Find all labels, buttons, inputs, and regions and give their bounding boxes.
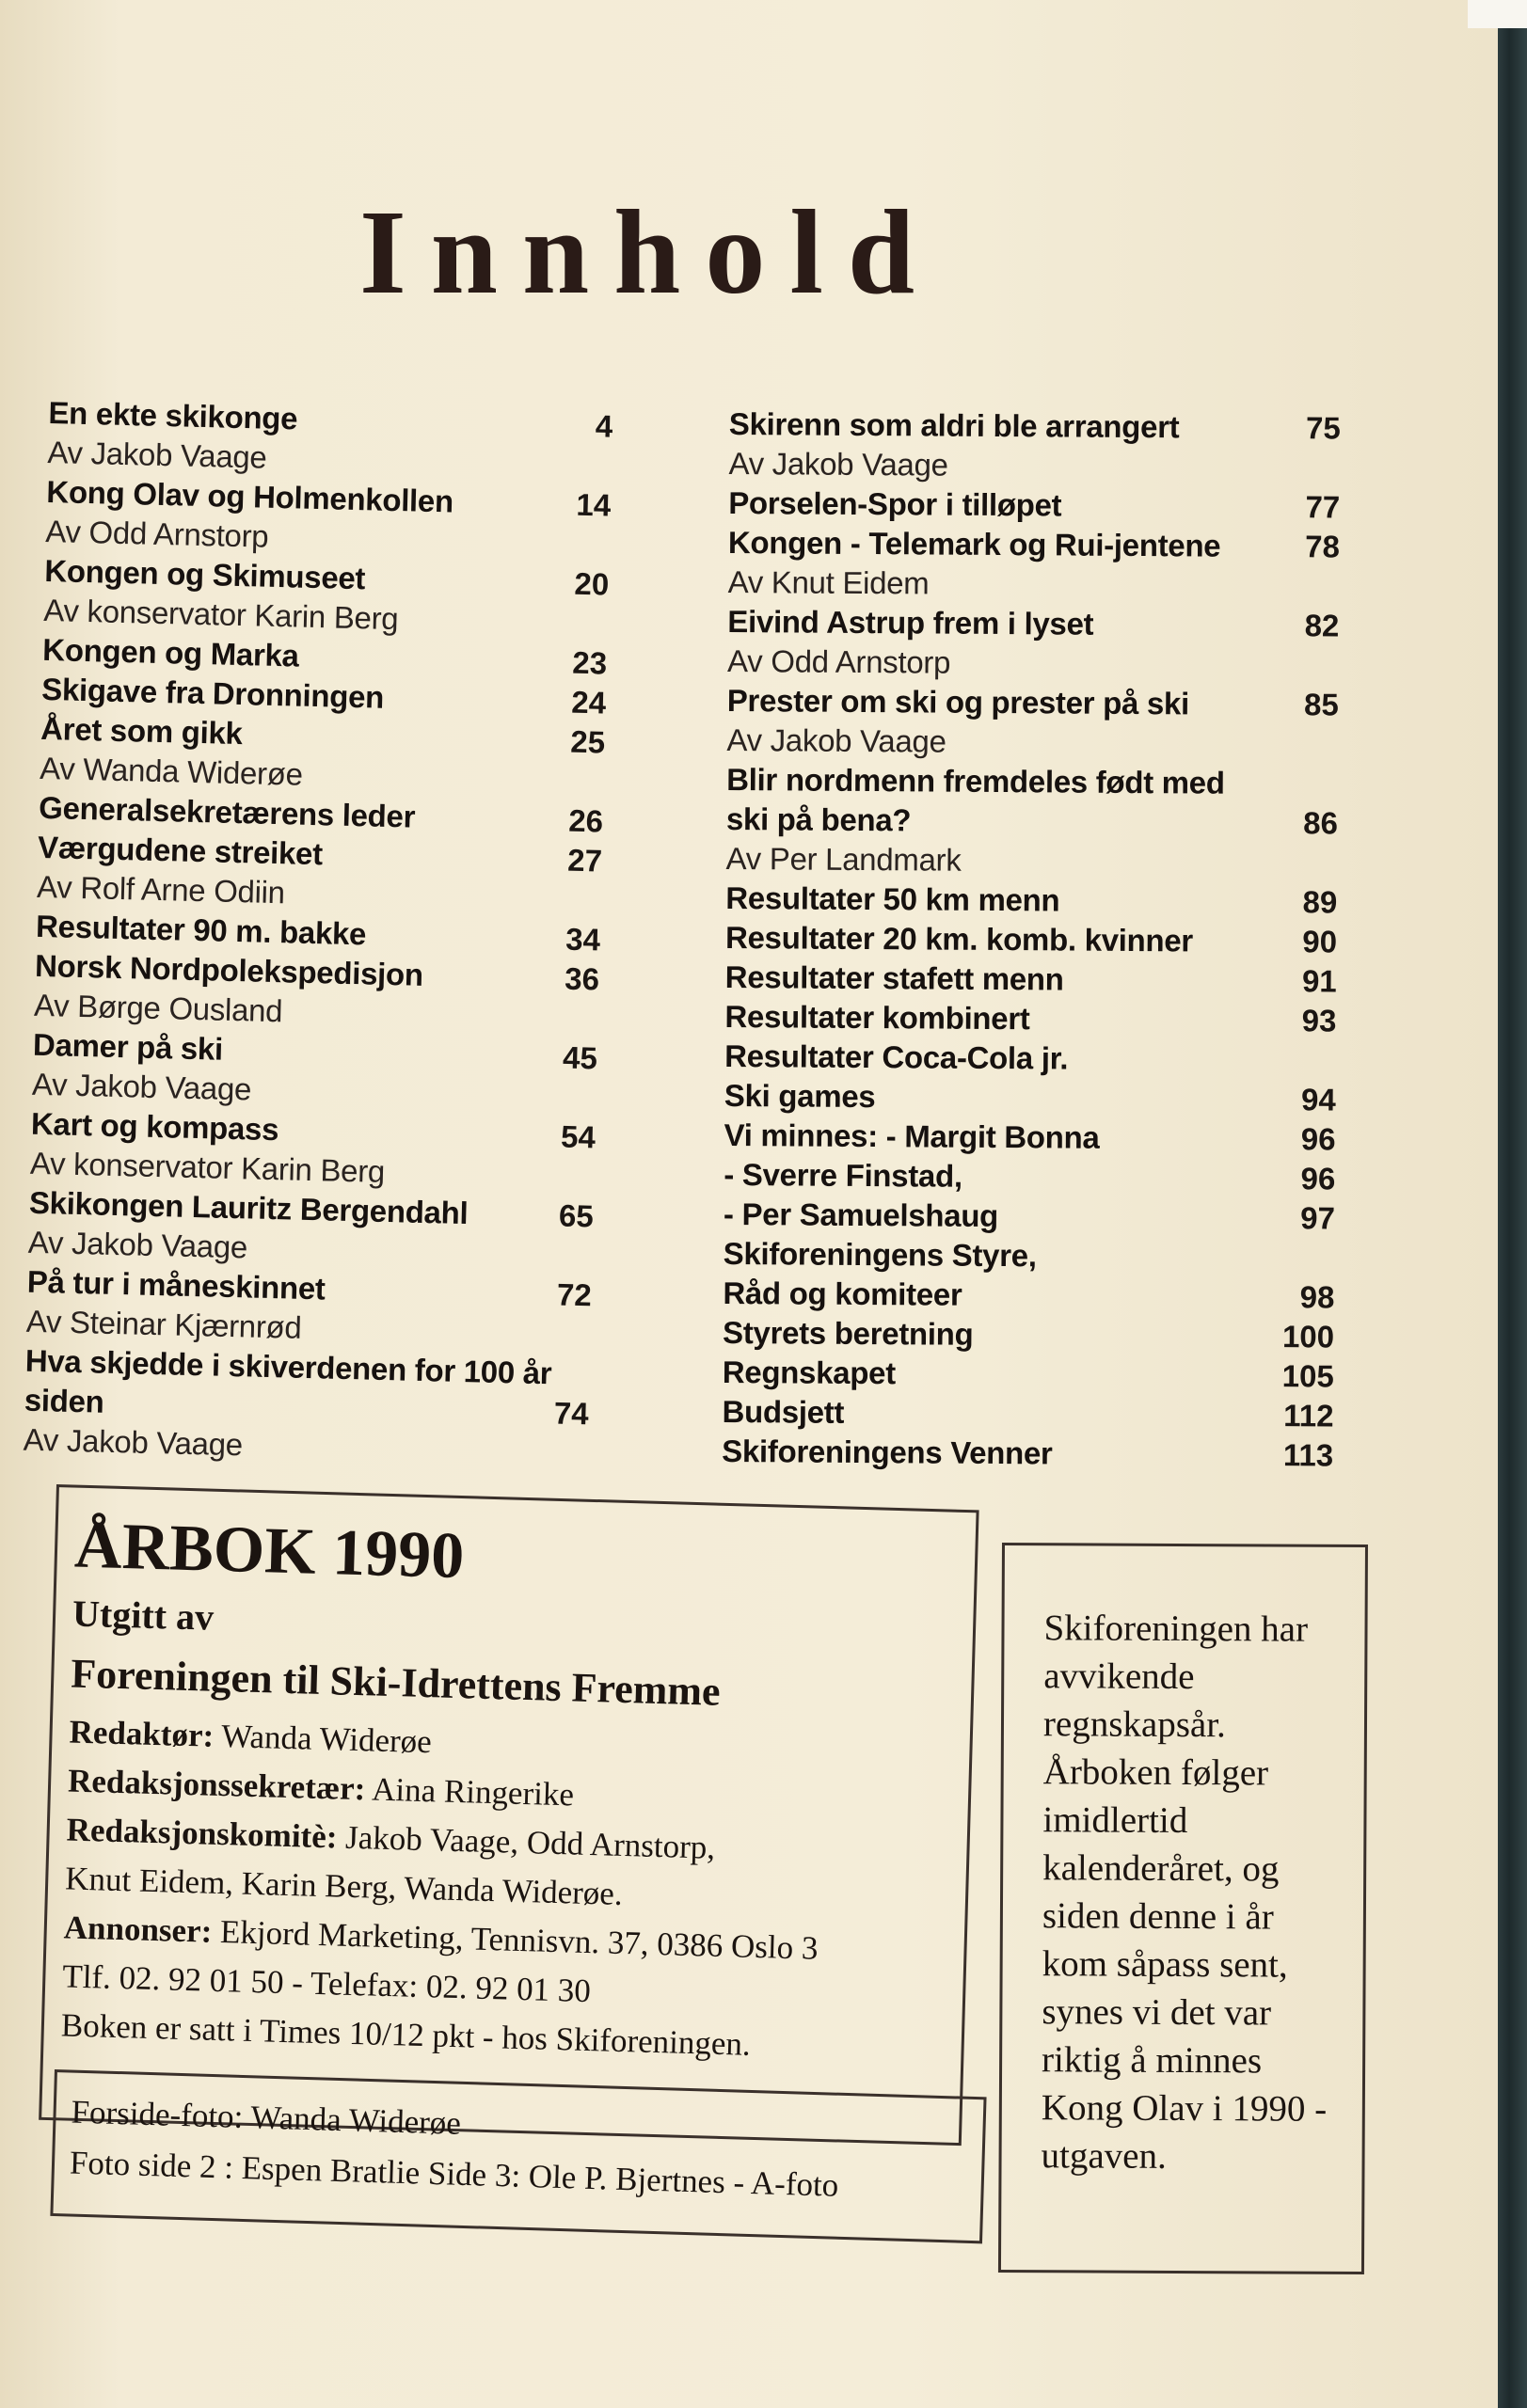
toc-entry-author: Av Børge Ousland <box>33 987 283 1029</box>
toc-entry-page: 75 <box>1305 410 1341 446</box>
toc-entry-title: Regnskapet <box>722 1354 897 1391</box>
toc-entry-page: 93 <box>1301 1003 1337 1038</box>
toc-entry-page: 113 <box>1282 1437 1334 1473</box>
toc-entry-page: 23 <box>572 644 608 681</box>
typeset-line: Boken er satt i Times 10/12 pkt - hos Skiforeningen. <box>60 2006 752 2063</box>
toc-entry-title: Blir nordmenn fremdeles født med ski på bena? <box>725 761 1225 838</box>
toc-entry-author: Av konservator Karin Berg <box>29 1145 386 1189</box>
editor-line: Redaktør: Wanda Widerøe <box>69 1713 433 1761</box>
toc-entry-author: Av Wanda Widerøe <box>39 750 304 792</box>
toc-entry-title: Generalsekretærens leder <box>38 789 416 834</box>
toc-entry-title: Resultater kombinert <box>724 998 1030 1037</box>
note-text: Skiforeningen har avvikende regnskapsår. Årboken følger imidlertid kalenderåret, og siden denne i år kom såpass sent, synes vi det var riktig å minnes Kong Olav i 1990 - utgaven. <box>1041 1608 1328 2177</box>
background-corner <box>1468 0 1527 28</box>
toc-entry-author: Av Jakob Vaage <box>23 1421 244 1463</box>
toc-entry-page: 74 <box>553 1395 590 1432</box>
toc-entry <box>723 1313 1334 1357</box>
toc-entry-title: Kongen og Skimuseet <box>43 552 366 596</box>
toc-entry-page: 89 <box>1302 884 1338 920</box>
toc-entry-author: Av Jakob Vaage <box>47 434 267 475</box>
book-cover-edge <box>1498 0 1527 2408</box>
imprint-heading: ÅRBOK 1990 <box>73 1509 466 1593</box>
toc-entry-author: Av Steinar Kjærnrød <box>25 1303 302 1345</box>
ads-line: Annonser: Ekjord Marketing, Tennisvn. 37, 0386 Oslo 3 <box>63 1909 819 1967</box>
toc-entry-title: Ski games <box>724 1077 876 1115</box>
toc-entry-page: 78 <box>1305 529 1341 564</box>
toc-entry <box>722 1392 1333 1436</box>
toc-entry-page: 34 <box>565 921 601 958</box>
toc-entry-author: Av konservator Karin Berg <box>42 592 399 637</box>
toc-entry-page: 94 <box>1301 1082 1336 1117</box>
toc-entry-author: Av Jakob Vaage <box>31 1066 252 1107</box>
toc-entry-title: Prester om ski og prester på ski <box>726 682 1190 721</box>
toc-entry <box>724 1234 1335 1278</box>
toc-entry-author: Av Knut Eidem <box>727 563 930 601</box>
committee-line-2: Knut Eidem, Karin Berg, Wanda Widerøe. <box>64 1860 624 1912</box>
toc-entry <box>722 1432 1333 1476</box>
cover-photo-credit: Forside-foto: Wanda Widerøe <box>71 2093 462 2142</box>
toc-entry-title: Budsjett <box>722 1393 845 1430</box>
toc-entry-page: 100 <box>1281 1319 1335 1354</box>
toc-entry <box>724 1076 1336 1120</box>
toc-entry-title: Resultater Coca-Cola jr. <box>724 1038 1069 1076</box>
imprint-box <box>39 1484 978 2146</box>
toc-entry-title: Resultater 90 m. bakke <box>35 908 367 952</box>
toc-entry-page: 36 <box>564 960 600 997</box>
committee-line: Redaksjonskomitè: Jakob Vaage, Odd Arnstorp, <box>66 1811 716 1866</box>
toc-entry-title: Kongen og Marka <box>41 631 300 673</box>
toc-entry-author: Av Odd Arnstorp <box>44 513 269 554</box>
toc-entry-title: En ekte skikonge <box>48 394 298 436</box>
toc-entry-page: 85 <box>1303 687 1339 722</box>
toc-entry <box>726 760 1339 844</box>
toc-entry-title: Kong Olav og Holmenkollen <box>45 473 454 519</box>
toc-entry-page: 54 <box>560 1118 596 1155</box>
toc-entry-page: 97 <box>1300 1200 1336 1236</box>
toc-right-column <box>722 404 1341 1476</box>
toc-entry-author: Av Jakob Vaage <box>27 1224 248 1265</box>
toc-entry-page: 72 <box>556 1276 593 1313</box>
toc-entry-title: Vi minnes: - Margit Bonna <box>724 1117 1100 1155</box>
toc-entry-title: - Per Samuelshaug <box>723 1196 999 1234</box>
secretary-line: Redaksjonssekretær: Aina Ringerike <box>67 1762 575 1814</box>
toc-entry-title: Året som gikk <box>40 710 244 752</box>
toc-entry-page: 91 <box>1301 963 1337 999</box>
toc-entry-page: 14 <box>576 486 612 523</box>
toc-entry-page: 4 <box>595 408 613 444</box>
toc-entry-page: 77 <box>1305 489 1341 525</box>
toc-entry <box>725 958 1337 1002</box>
toc-entry-page: 96 <box>1300 1121 1336 1157</box>
toc-entry <box>724 1155 1335 1199</box>
photo-credits-box <box>50 2069 986 2243</box>
toc-entry <box>725 918 1337 962</box>
toc-entry-title: Skiforeningens Venner <box>722 1433 1053 1471</box>
toc-entry <box>727 681 1339 725</box>
toc-entry-page: 24 <box>570 684 607 721</box>
toc-entry-page: 26 <box>567 802 604 839</box>
published-by: Utgitt av <box>72 1592 215 1639</box>
toc-entry-author: Av Jakob Vaage <box>728 445 948 483</box>
toc-entry-title: Norsk Nordpolekspedisjon <box>34 947 424 992</box>
toc-entry-author: Av Per Landmark <box>725 840 962 878</box>
toc-entry-title: Værgudene streiket <box>37 829 324 872</box>
toc-entry-title: Kart og kompass <box>30 1105 279 1148</box>
toc-entry-title: På tur i måneskinnet <box>26 1263 326 1307</box>
toc-entry-page: 20 <box>574 565 610 602</box>
page-title: Innhold <box>358 185 940 319</box>
page-photo-credit: Foto side 2 : Espen Bratlie Side 3: Ole P. Bjertnes - A-foto <box>69 2144 839 2204</box>
toc-entry <box>724 997 1336 1041</box>
toc-entry-title: Skikongen Lauritz Bergendahl <box>28 1184 469 1231</box>
toc-entry-page: 86 <box>1303 805 1339 841</box>
toc-entry-title: Porselen-Spor i tilløpet <box>728 484 1062 523</box>
toc-entry-page: 82 <box>1304 608 1340 643</box>
toc-entry-page: 65 <box>558 1197 595 1234</box>
toc-entry <box>728 523 1340 567</box>
toc-entry <box>723 1274 1334 1318</box>
toc-entry <box>729 404 1341 449</box>
toc-entry-title: Hva skjedde i skiverdenen for 100 år siden <box>24 1342 552 1419</box>
toc-entry-title: Skiforeningens Styre, <box>723 1235 1037 1274</box>
note-box <box>998 1543 1368 2274</box>
toc-left-column <box>23 393 613 1473</box>
toc-entry-title: Resultater 20 km. komb. kvinner <box>724 919 1194 958</box>
toc-entry-page: 25 <box>569 723 606 760</box>
toc-entry-title: Damer på ski <box>32 1026 224 1067</box>
toc-entry <box>24 1341 590 1434</box>
toc-entry <box>724 1037 1336 1081</box>
toc-entry <box>727 602 1339 646</box>
toc-entry-title: Styrets beretning <box>722 1314 974 1352</box>
phone-line: Tlf. 02. 92 01 50 - Telefax: 02. 92 01 30 <box>61 1957 592 2010</box>
toc-entry-page: 90 <box>1302 924 1338 959</box>
toc-entry <box>725 879 1337 923</box>
toc-entry <box>724 1116 1335 1160</box>
toc-entry-page: 45 <box>562 1039 598 1076</box>
organisation-name: Foreningen til Ski-Idrettens Fremme <box>70 1650 722 1715</box>
toc-entry-author: Av Rolf Arne Odiin <box>36 868 286 911</box>
toc-entry-title: Kongen - Telemark og Rui-jentene <box>727 524 1221 563</box>
toc-entry <box>723 1353 1334 1397</box>
toc-entry-page: 96 <box>1300 1161 1336 1196</box>
toc-entry-author: Av Jakob Vaage <box>726 721 946 759</box>
toc-entry-page: 27 <box>566 842 603 879</box>
toc-entry <box>724 1195 1335 1239</box>
toc-entry-title: - Sverre Finstad, <box>724 1156 962 1194</box>
toc-entry-title: Skigave fra Dronningen <box>40 671 385 715</box>
toc-entry <box>728 483 1340 528</box>
toc-entry-page: 98 <box>1299 1279 1335 1315</box>
toc-entry-title: Eivind Astrup frem i lyset <box>727 603 1094 642</box>
toc-entry-author: Av Odd Arnstorp <box>726 642 951 680</box>
toc-entry-title: Resultater 50 km menn <box>725 879 1060 918</box>
toc-entry-title: Råd og komiteer <box>723 1275 962 1312</box>
toc-entry-title: Skirenn som aldri ble arrangert <box>728 405 1180 445</box>
toc-entry-page: 112 <box>1283 1398 1334 1434</box>
toc-entry-title: Resultater stafett menn <box>724 958 1064 997</box>
toc-entry-page: 105 <box>1281 1358 1334 1394</box>
